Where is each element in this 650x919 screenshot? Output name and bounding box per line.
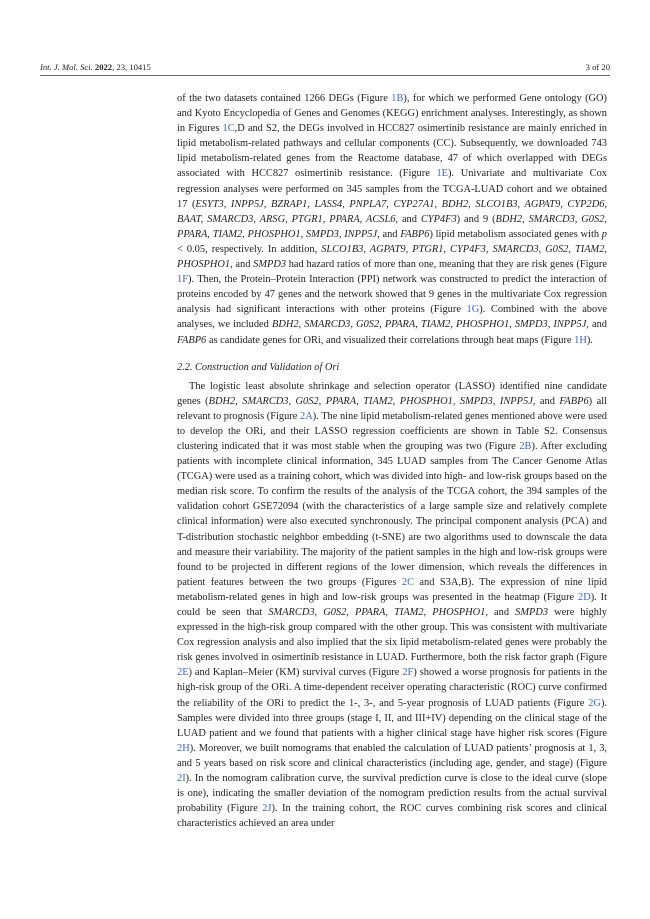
journal-issue: , 23, 10415 [112,62,151,72]
gene-name: FABP6 [559,395,589,407]
text-run: ). Moreover, we built nomograms that enabled the calculation of LUAD patients’ prognosis at 1, 3, and 5 years based on risk score and clinical characteristics (including age, gender, and stage) (Figure [177,742,607,769]
p-value-symbol: p [601,228,607,240]
gene-list: BDH2, SMARCD3, G0S2, PPARA, TIAM2, PHOSPHO1, SMPD3, INPP5J, [208,395,536,407]
text-run: ) lipid metabolism associated genes with [429,228,602,240]
gene-list: BDH2, SMARCD3, G0S2, PPARA, TIAM2, PHOSPHO1, SMPD3, INPP5J, [271,319,589,331]
figure-ref-2b[interactable]: 2B [519,440,532,452]
main-text [177,91,607,831]
text-run: ). Univariate and multivariate Cox regression analyses were performed on 345 samples from the TCGA-LUAD cohort and we obtained 17 ( [177,168,607,210]
figure-ref-2a[interactable]: 2A [300,410,313,422]
figure-ref-1c[interactable]: 1C [222,123,235,135]
text-run: and S3A,B). The expression of nine lipid metabolism-related genes in high and low-risk groups was presented in the heatmap (Figure [177,576,607,603]
text-run: < 0.05, respectively. In addition, [177,243,322,255]
page-number: 3 of 20 [585,62,610,72]
gene-name: CYP4F3 [420,213,457,225]
text-run: ), for which we performed Gene ontology (GO) and Kyoto Encyclopedia of Genes and Genomes (KEGG) enrichment analyses. Interestingly, as shown in Figures [177,93,607,135]
gene-name: FABP6 [400,228,430,240]
text-run: ). It could be seen that [177,591,607,618]
text-run: ) and 9 ( [456,213,496,225]
text-run: ). Then, the Protein–Protein Interaction (PPI) network was constructed to predict the interaction of proteins encoded by 47 genes and the network showed that 9 genes in the multivariate Cox regression analysis had significant interactions with other proteins (Figure [177,274,607,316]
text-run: and [487,607,516,618]
figure-ref-1f[interactable]: 1F [177,274,188,286]
figure-ref-1h[interactable]: 1H [574,334,587,346]
paragraph-results-1 [177,91,607,348]
gene-list: SLCO1B3, AGPAT9, PTGR1, CYP4F3, SMARCD3, G0S2, TIAM2, PHOSPHO1, [177,243,607,271]
figure-ref-2i[interactable]: 2I [177,773,186,785]
figure-ref-2f[interactable]: 2F [402,667,414,679]
gene-list: BDH2, SMARCD3, G0S2, PPARA, TIAM2, PHOSPHO1, SMPD3, INPP5J, [177,213,607,240]
figure-ref-2g[interactable]: 2G [588,697,601,709]
text-run: were highly expressed in the high-risk group compared with the other group. This was consistent with multivariate Cox regression analysis and also implied that the six lipid metabolism-related genes were probably the risk genes involved in osimertinib resistance in LUAD. Furthermore, both the risk factor graph (Figure [177,607,607,664]
text-run: and [379,228,401,240]
text-run: ). After excluding patients with incomplete clinical information, 345 LUAD samples from The Cancer Genome Atlas (TCGA) were used as a training cohort, which was divided into high- and low-risk groups based on the median risk score. To confirm the results of the analysis of the TCGA cohort, the 394 samples of the validation cohort GSE72094 (with the characteristics of a large sample size and relatively complete clinical information) were also executed synchronously. The principal component analysis (PCA) and T-distribution stochastic neighbor embedding (t-SNE) are two algorithms used to downscale the data and measure their variability. The majority of the patient samples in the high and low-risk groups were found to be projected in different regions of the lower dimension, which reveals the differences in patient features between the two groups (Figures [177,440,608,588]
text-run: ) showed a worse prognosis for patients in the high-risk group of the ORi. A time-dependent receiver operating characteristic (ROC) curve confirmed the reliability of the ORi to predict the 1-, 3-, and 5-year prognosis of LUAD patients (Figure [177,667,607,709]
journal-name: Int. J. Mol. Sci. [40,62,93,72]
header-rule [40,75,610,76]
text-run: ). [586,334,593,346]
text-run: The logistic least absolute shrinkage and selection operator (LASSO) identified nine candidate genes ( [177,380,607,407]
gene-list: ESYT3, INPP5J, BZRAP1, LASS4, PNPLA7, CYP27A1, BDH2, SLCO1B3, AGPAT9, CYP2D6, BAAT, SMARCD3, ARSG, PTGR1, PPARA, ACSL6, [177,198,607,225]
section-heading: 2.2. Construction and Validation of Ori [177,361,340,373]
text-run: and [232,259,254,271]
gene-name: SMPD3 [515,607,549,618]
figure-ref-1e[interactable]: 1E [436,168,448,180]
text-run: ). Combined with the above analyses, we included [177,304,607,331]
figure-ref-2j[interactable]: 2J [262,803,272,815]
journal-citation [40,62,151,72]
running-header [40,62,610,76]
text-run: had hazard ratios of more than one, meaning that they are risk genes (Figure [286,259,607,271]
gene-name: FABP6 [177,334,207,346]
text-run: ). The nine lipid metabolism-related genes mentioned above were used to develop the ORi, and their LASSO regression coefficients are shown in Table S2. Consensus clustering indicated that it was most stable when the grouping was two (Figure [177,410,607,452]
text-run: ) and Kaplan–Meier (KM) survival curves (Figure [188,667,403,679]
figure-ref-2c[interactable]: 2C [401,576,415,588]
text-run: ,D and S2, the DEGs involved in HCC827 osimertinib resistance are mainly enriched in lipid metabolism-related pathways and cellular components (CC). Subsequently, we downloaded 743 lipid metabolism-related genes from the Reactome database, 47 of which overlapped with DEGs associated with HCC827 osimertinib resistance. (Figure [177,123,608,180]
figure-ref-2e[interactable]: 2E [177,667,189,679]
text-run: ) all relevant to prognosis (Figure [177,395,608,422]
text-run: and [535,395,560,407]
text-run: and [398,213,421,225]
text-run: ). In the training cohort, the ROC curves combining risk scores and clinical characteristics achieved an area under [177,803,607,830]
figure-ref-2d[interactable]: 2D [578,591,591,603]
text-run: ). Samples were divided into three groups (stage I, II, and III+IV) depending on the clinical stage of the LUAD patient and we found that patients with a higher clinical stage have higher risk scores (Figure [177,697,607,739]
figure-ref-1g[interactable]: 1G [466,304,480,316]
text-run: ). In the nomogram calibration curve, the survival prediction curve is close to the ideal curve (slope is one), indicating the smaller deviation of the nomogram prediction results from the actual survival probability (Figure [177,773,607,815]
gene-list: SMARCD3, G0S2, PPARA, TIAM2, PHOSPHO1, [268,607,488,618]
paragraph-results-2 [177,379,607,832]
text-run: as candidate genes for ORi, and visualized their correlations through heat maps (Figure [206,334,575,346]
journal-year: 2022 [94,62,113,72]
figure-ref-2h[interactable]: 2H [177,742,190,754]
figure-ref-1b[interactable]: 1B [391,93,404,104]
text-run: and [588,319,607,331]
text-run: of the two datasets contained 1266 DEGs (Figure [177,93,392,104]
gene-name: SMPD3 [253,259,287,271]
